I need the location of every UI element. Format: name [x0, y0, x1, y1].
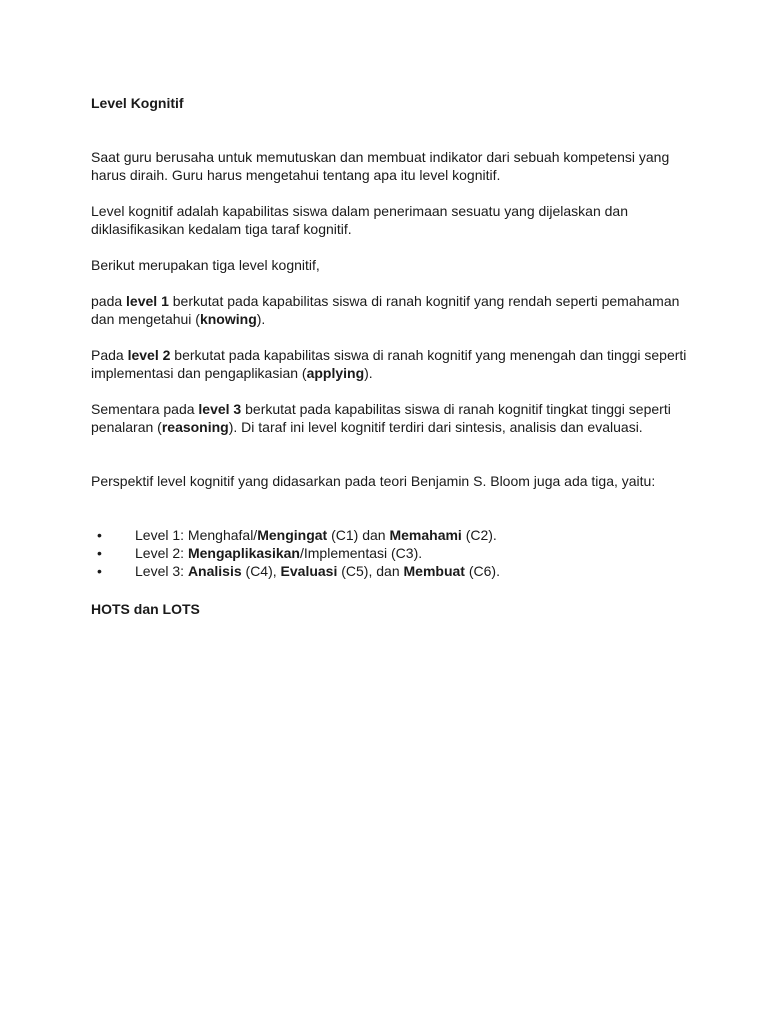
bold-term: level 3 [198, 401, 242, 417]
text-segment: ). Di taraf ini level kognitif terdiri dari sintesis, analisis dan evaluasi. [228, 419, 643, 435]
paragraph-definition: Level kognitif adalah kapabilitas siswa dalam penerimaan sesuatu yang dijelaskan dan diklasifikasikan kedalam tiga taraf kognitif. [91, 203, 629, 237]
bold-term: Memahami [389, 527, 462, 543]
bold-term: reasoning [161, 419, 229, 435]
text-segment: ). [256, 311, 266, 327]
bold-term: knowing [199, 311, 257, 327]
bullet-icon: • [97, 527, 102, 543]
paragraph-bloom: Perspektif level kognitif yang didasarkan pada teori Benjamin S. Bloom juga ada tiga, yaitu: [91, 473, 656, 489]
bold-term: applying [306, 365, 365, 381]
bold-term: Evaluasi [280, 563, 338, 579]
text-segment: pada [91, 293, 127, 309]
document-title: Level Kognitif [91, 95, 184, 111]
bullet-icon: • [97, 545, 102, 561]
list-item [91, 526, 691, 544]
paragraph-intro: Saat guru berusaha untuk memutuskan dan membuat indikator dari sebuah kompetensi yang harus diraih. Guru harus mengetahui tentang apa itu level kognitif. [91, 149, 670, 183]
bullet-icon: • [97, 563, 102, 579]
text-segment: Level 2: [135, 545, 188, 561]
text-segment: Sementara pada [91, 401, 199, 417]
bold-term: level 1 [126, 293, 169, 309]
text-segment: berkutat pada kapabilitas siswa di ranah kognitif yang rendah seperti pemahaman dan mengetahui ( [91, 293, 680, 327]
paragraph-levels-intro: Berikut merupakan tiga level kognitif, [91, 257, 320, 273]
bold-term: Mengaplikasikan [187, 545, 300, 561]
paragraph-level-2 [91, 346, 691, 382]
paragraph-level-1 [91, 292, 691, 328]
bloom-level-list [91, 526, 691, 580]
list-item [91, 562, 691, 580]
text-segment: Level 3: [135, 563, 188, 579]
text-segment: berkutat pada kapabilitas siswa di ranah kognitif tingkat tinggi seperti penalaran ( [91, 401, 671, 435]
text-segment: berkutat pada kapabilitas siswa di ranah kognitif yang menengah dan tinggi seperti implementasi dan pengaplikasian ( [91, 347, 687, 381]
text-segment: (C4), [241, 563, 281, 579]
text-segment: (C6). [464, 563, 500, 579]
section-heading-hots-lots: HOTS dan LOTS [91, 601, 200, 617]
text-segment: (C1) dan [327, 527, 390, 543]
text-segment: (C5), dan [337, 563, 404, 579]
text-segment: Pada [91, 347, 128, 363]
text-segment: (C2). [461, 527, 497, 543]
paragraph-level-3 [91, 400, 691, 436]
bold-term: level 2 [127, 347, 171, 363]
list-item [91, 544, 691, 562]
text-segment: Level 1: Menghafal/ [135, 527, 258, 543]
bold-term: Mengingat [257, 527, 328, 543]
text-segment: ). [364, 365, 373, 381]
text-segment: /Implementasi (C3). [299, 545, 423, 561]
bold-term: Membuat [403, 563, 465, 579]
bold-term: Analisis [187, 563, 242, 579]
